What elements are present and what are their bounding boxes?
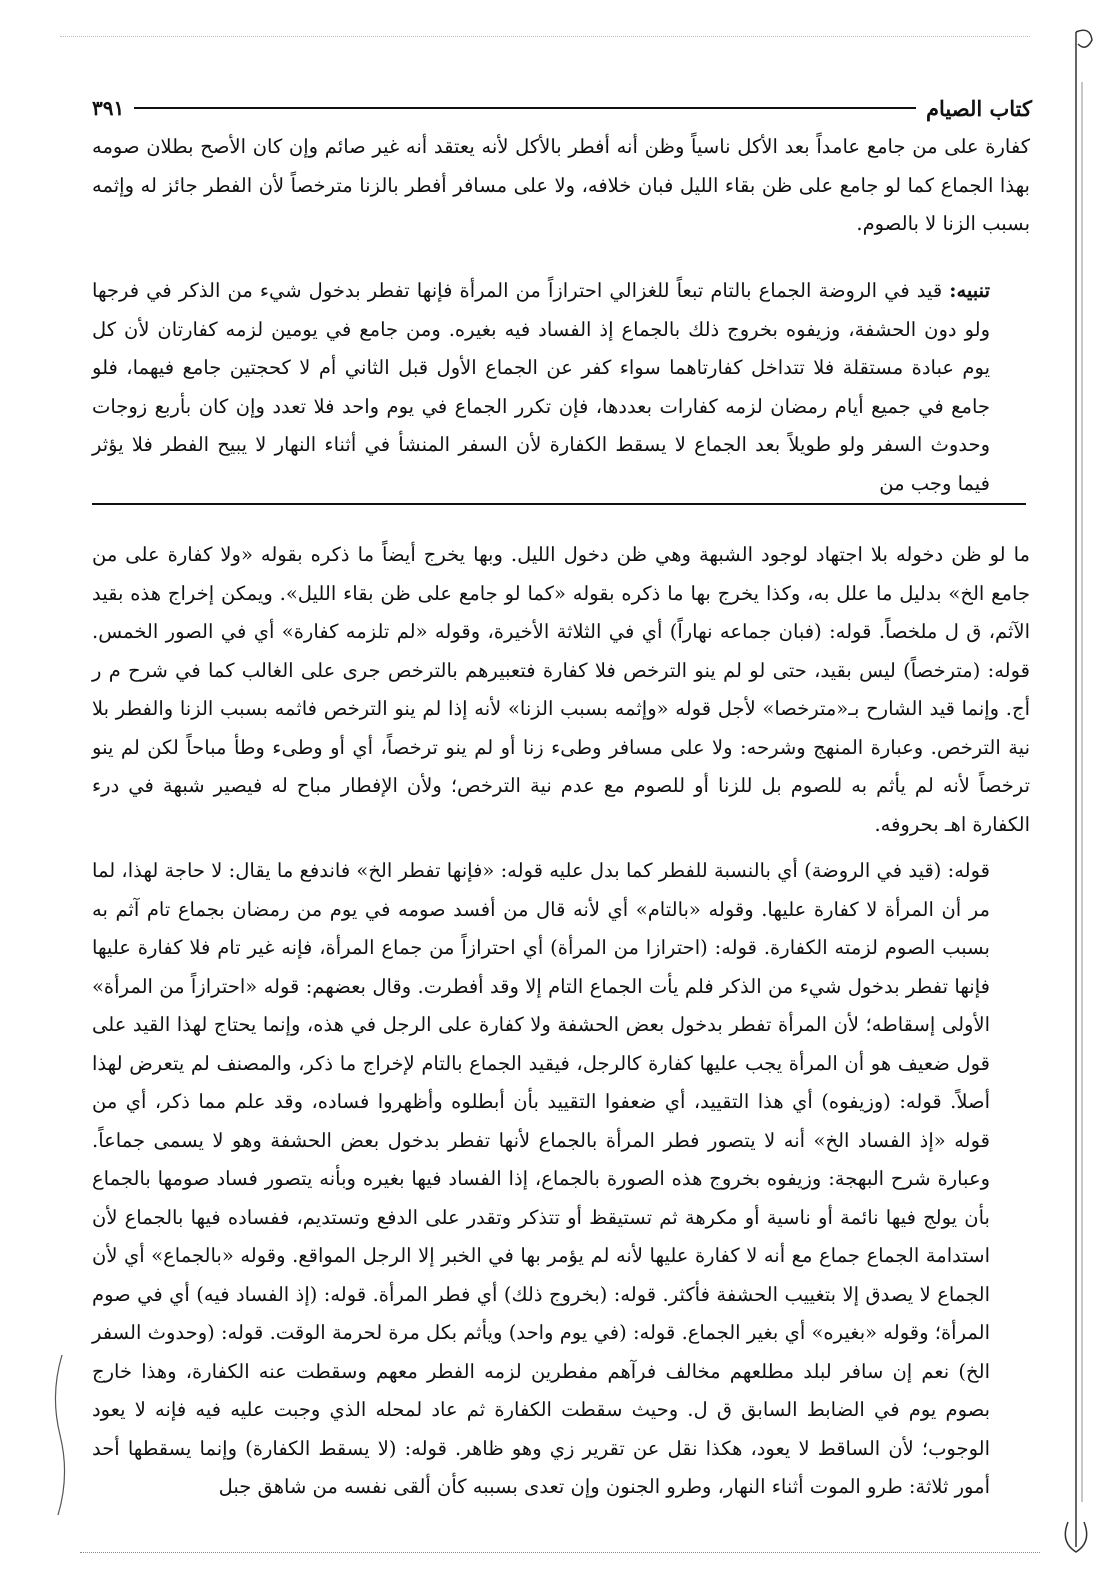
chapter-title: كتاب الصيام [926,95,1032,121]
commentary-paragraph-1-text: ما لو ظن دخوله بلا اجتهاد لوجود الشبهة وهي ظن دخول الليل. وبها يخرج أيضاً ما ذكره بقوله «ولا كفارة على من جامع الخ» بدليل ما علل به، وكذا يخرج بها ما ذكره بقوله «كما لو جامع على ظن بقاء الليل». ويمكن إخراج هذه بقيد الآثم، ق ل ملخصاً. قوله: (فبان جماعه نهاراً) أي في الثلاثة الأخيرة، وقوله «لم تلزمه كفارة» أي في الصور الخمس. قوله: (مترخصاً) ليس بقيد، حتى لو لم ينو الترخص فلا كفارة فتعبيرهم بالترخص جرى على الغالب كما في شرح م ر أج. وإنما قيد الشارح بـ«مترخصا» لأجل قوله «وإثمه بسبب الزنا» لأنه إذا لم ينو الترخص فاثمه بسبب الزنا والفطر بلا نية الترخص. وعبارة المنهج وشرحه: ولا على مسافر وطىء زنا أو لم ينو ترخصاً، أي أو وطىء وطأ مباحاً لكن لم ينو ترخصاً لأنه لم يأثم به للصوم بل للزنا أو للصوم مع عدم نية الترخص؛ ولأن الإفطار مباح له فيصير شبهة في درء الكفارة اهـ بحروفه. [92,543,1030,836]
ornament-border-left [48,1355,74,1515]
commentary-paragraph-1 [92,536,1030,844]
main-paragraph-1-text: كفارة على من جامع عامداً بعد الأكل ناسياً وظن أنه أفطر بالأكل لأنه يعتقد أنه غير صائم وإن كان الأصح بطلان صومه بهذا الجماع كما لو جامع على ظن بقاء الليل فبان خلافه، ولا على مسافر أفطر بالزنا مترخصاً لأن الفطر جائز له وإثمه بسبب الزنا لا بالصوم. [92,135,1030,235]
commentary-divider [92,503,1026,505]
main-paragraph-2-text [92,272,1030,503]
ornament-border-top [60,36,1030,41]
commentary-paragraph-2 [92,852,1030,1507]
notice-label: تنبيه: [949,279,990,302]
main-paragraph-1 [92,128,1030,244]
header-rule [134,107,916,109]
page-number: ٣٩١ [92,96,125,120]
main-paragraph-2 [92,272,1030,503]
ornament-border-right [1056,22,1096,1562]
running-header [92,88,1032,128]
commentary-paragraph-2-text: قوله: (قيد في الروضة) أي بالنسبة للفطر كما بدل عليه قوله: «فإنها تفطر الخ» فاندفع ما يقال: لا حاجة لهذا، لما مر أن المرأة لا كفارة عليها. وقوله «بالتام» أي لأنه قال من أفسد صومه في يوم من رمضان بجماع تام آثم به بسبب الصوم لزمته الكفارة. قوله: (احترازا من المرأة) أي احترازاً من جماع المرأة، فإنه غير تام فلا كفارة عليها فإنها تفطر بدخول شيء من الذكر فلم يأت الجماع التام إلا وقد أفطرت. وقال بعضهم: قوله «احترازاً من المرأة» الأولى إسقاطه؛ لأن المرأة تفطر بدخول بعض الحشفة ولا كفارة على الرجل في هذه، وإنما يحتاج لهذا القيد على قول ضعيف هو أن المرأة يجب عليها كفارة كالرجل، فيقيد الجماع بالتام لإخراج ما ذكر، والمصنف لم يتعرض لهذا أصلاً. قوله: (وزيفوه) أي هذا التقييد، أي ضعفوا التقييد بأن أبطلوه وأظهروا فساده، وقد علم مما ذكر، أي من قوله «إذ الفساد الخ» أنه لا يتصور فطر المرأة بالجماع لأنها تفطر بدخول بعض الحشفة وهو لا يسمى جماعاً. وعبارة شرح البهجة: وزيفوه بخروج هذه الصورة بالجماع، إذا الفساد فيها بغيره وبأنه يتصور فساد صومها بالجماع بأن يولج فيها نائمة أو ناسية أو مكرهة ثم تستيقظ أو تتذكر وتقدر على الدفع وتستديم، ففساده فيها بالجماع لأن استدامة الجماع جماع مع أنه لا كفارة عليها لأنه لم يؤمر بها في الخبر إلا الرجل المواقع. وقوله «بالجماع» أي لأن الجماع لا يصدق إلا بتغييب الحشفة فأكثر. قوله: (بخروج ذلك) أي فطر المرأة. قوله: (إذ الفساد فيه) أي في صوم المرأة؛ وقوله «بغيره» أي بغير الجماع. قوله: (في يوم واحد) ويأثم بكل مرة لحرمة الوقت. قوله: (وحدوث السفر الخ) نعم إن سافر لبلد مطلعهم مخالف فرآهم مفطرين لزمه الفطر معهم وسقطت عنه الكفارة، وهذا خارج بصوم يوم في الضابط السابق ق ل. وحيث سقطت الكفارة ثم عاد لمحله الذي وجبت عليه فيه فإنه لا يعود الوجوب؛ لأن الساقط لا يعود، هكذا نقل عن تقرير زي وهو ظاهر. قوله: (لا يسقط الكفارة) وإنما يسقطها أحد أمور ثلاثة: طرو الموت أثناء النهار، وطرو الجنون وإن تعدى بسببه كأن ألقى نفسه من شاهق جبل [92,859,990,1498]
ornament-border-bottom [80,1552,1040,1557]
notice-body: قيد في الروضة الجماع بالتام تبعاً للغزالي احترازاً من المرأة فإنها تفطر بدخول شيء من الذكر في فرجها ولو دون الحشفة، وزيفوه بخروج ذلك بالجماع إذ الفساد فيه بغيره. ومن جامع في يومين لزمه كفارتان لأن كل يوم عبادة مستقلة فلا تتداخل كفارتاهما سواء كفر عن الجماع الأول قبل الثاني أم لا كحجتين جامع فيهما، فلو جامع في جميع أيام رمضان لزمه كفارات بعددها، فإن تكرر الجماع في يوم واحد فلا تعدد وإن كان بأربع زوجات وحدوث السفر ولو طويلاً بعد الجماع لا يسقط الكفارة لأن السفر المنشأ في أثناء النهار لا يبيح الفطر فلا يؤثر فيما وجب من [92,279,990,495]
